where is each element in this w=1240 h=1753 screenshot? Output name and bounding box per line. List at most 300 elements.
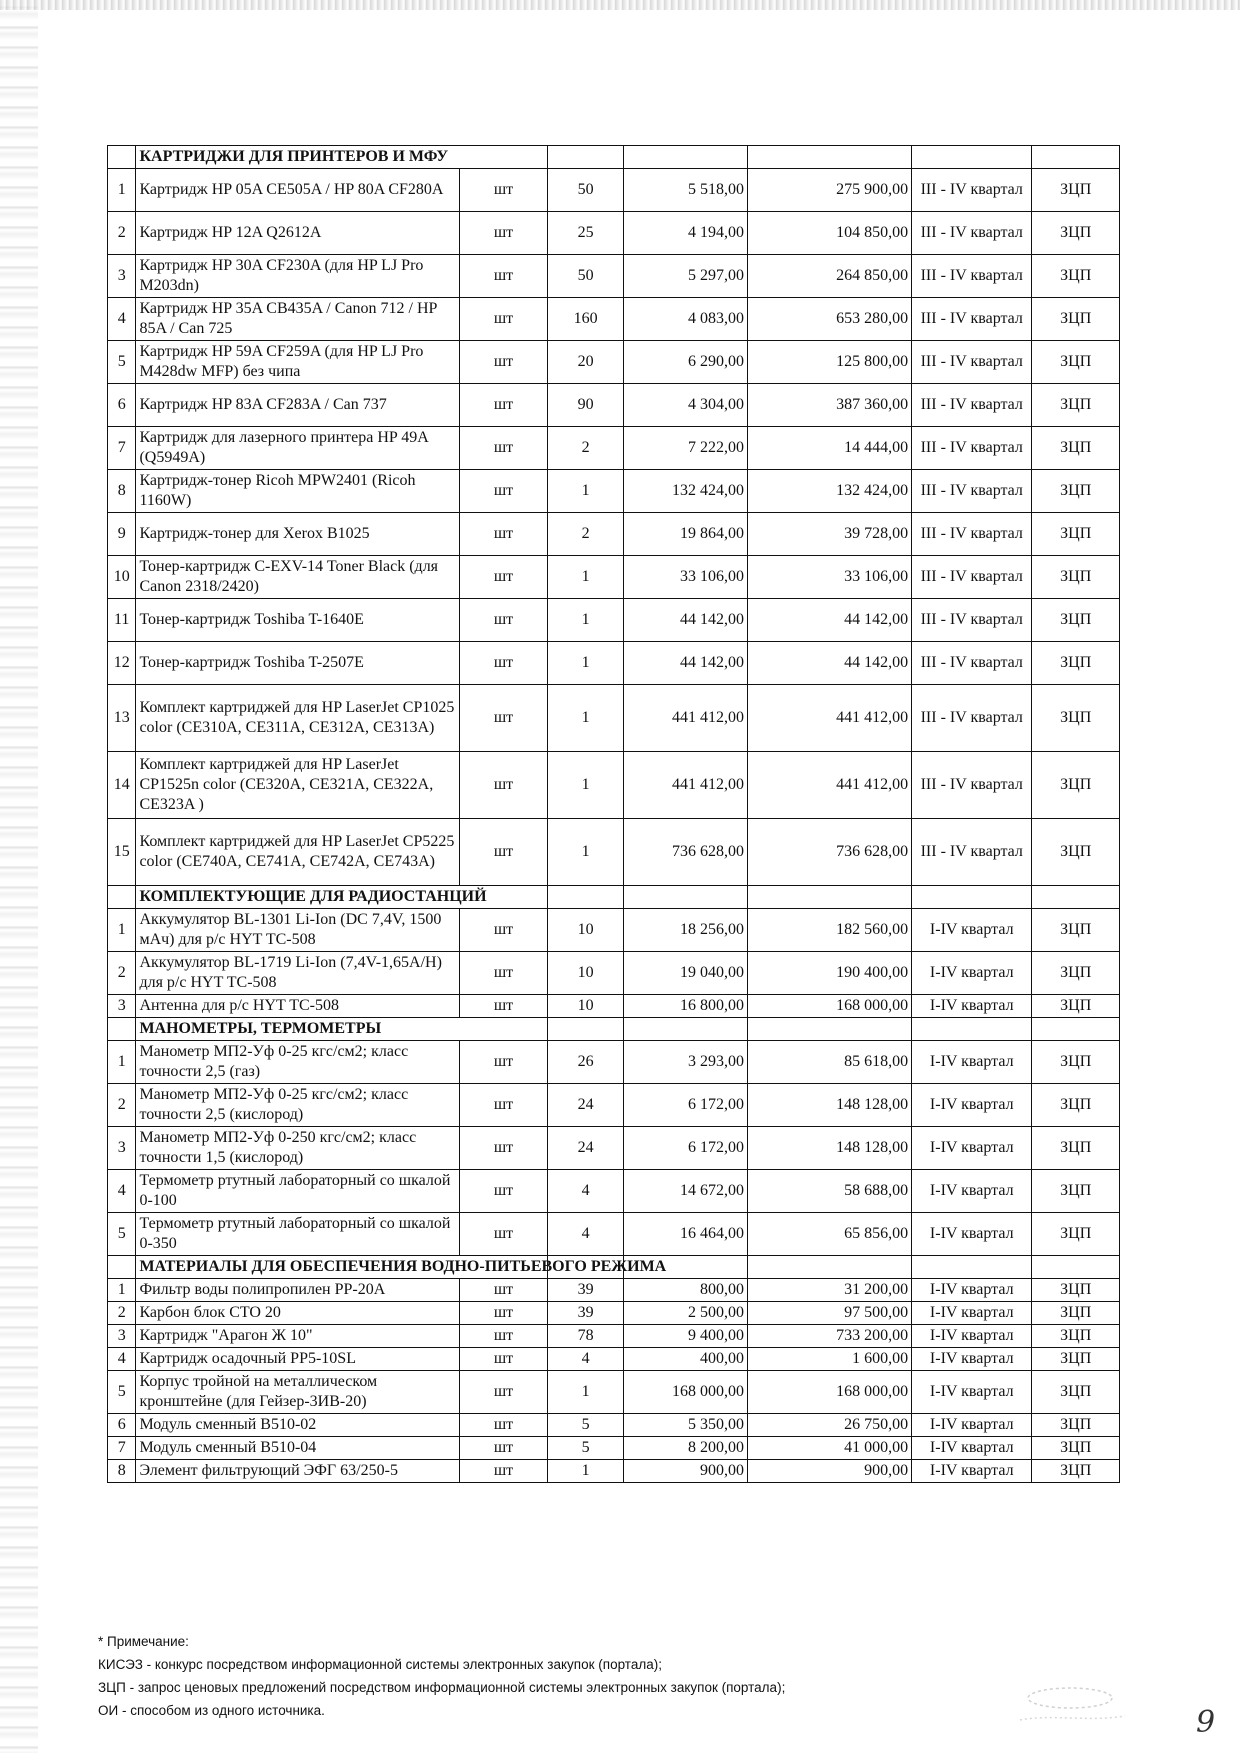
delivery-period: I-IV квартал <box>912 1302 1032 1325</box>
total-amount: 26 750,00 <box>747 1414 911 1437</box>
unit-price: 18 256,00 <box>624 909 748 952</box>
row-number: 1 <box>108 1041 136 1084</box>
row-number: 10 <box>108 556 136 599</box>
item-name: Манометр МП2-Уф 0-25 кгс/см2; класс точности 2,5 (газ) <box>136 1041 460 1084</box>
section-empty-cell <box>747 886 911 909</box>
procurement-method: ЗЦП <box>1032 255 1120 298</box>
section-empty-cell <box>108 146 136 169</box>
procurement-method: ЗЦП <box>1032 1041 1120 1084</box>
item-name: Карбон блок CTO 20 <box>136 1302 460 1325</box>
procurement-method: ЗЦП <box>1032 1302 1120 1325</box>
total-amount: 264 850,00 <box>747 255 911 298</box>
quantity: 39 <box>547 1279 624 1302</box>
total-amount: 125 800,00 <box>747 341 911 384</box>
item-name: Картридж HP 59A CF259A (для HP LJ Pro M428dw MFP) без чипа <box>136 341 460 384</box>
procurement-method: ЗЦП <box>1032 1348 1120 1371</box>
total-amount: 387 360,00 <box>747 384 911 427</box>
unit: шт <box>460 169 548 212</box>
unit: шт <box>460 1302 548 1325</box>
row-number: 1 <box>108 1279 136 1302</box>
table-row <box>108 1170 1120 1213</box>
procurement-method: ЗЦП <box>1032 169 1120 212</box>
unit: шт <box>460 212 548 255</box>
unit: шт <box>460 470 548 513</box>
row-number: 4 <box>108 1170 136 1213</box>
quantity: 10 <box>547 909 624 952</box>
delivery-period: I-IV квартал <box>912 1041 1032 1084</box>
unit-price: 16 800,00 <box>624 995 748 1018</box>
delivery-period: III - IV квартал <box>912 169 1032 212</box>
table-row <box>108 1348 1120 1371</box>
unit: шт <box>460 642 548 685</box>
procurement-method: ЗЦП <box>1032 599 1120 642</box>
unit-price: 2 500,00 <box>624 1302 748 1325</box>
unit: шт <box>460 599 548 642</box>
total-amount: 132 424,00 <box>747 470 911 513</box>
delivery-period: I-IV квартал <box>912 1371 1032 1414</box>
section-empty-cell <box>747 1256 911 1279</box>
unit: шт <box>460 909 548 952</box>
table-row <box>108 642 1120 685</box>
total-amount: 97 500,00 <box>747 1302 911 1325</box>
procurement-method: ЗЦП <box>1032 1437 1120 1460</box>
section-title: КОМПЛЕКТУЮЩИЕ ДЛЯ РАДИОСТАНЦИЙ <box>136 886 547 909</box>
note-line-zcp: ЗЦП - запрос ценовых предложений посредством информационной системы электронных закупок (портала); <box>98 1680 786 1695</box>
section-empty-cell <box>747 146 911 169</box>
row-number: 2 <box>108 1302 136 1325</box>
quantity: 1 <box>547 819 624 886</box>
total-amount: 148 128,00 <box>747 1084 911 1127</box>
unit: шт <box>460 513 548 556</box>
table-row <box>108 384 1120 427</box>
unit: шт <box>460 1127 548 1170</box>
unit-price: 441 412,00 <box>624 685 748 752</box>
procurement-method: ЗЦП <box>1032 341 1120 384</box>
item-name: Комплект картриджей для HP LaserJet CP5225 color (CE740A, CE741A, CE742A, CE743A) <box>136 819 460 886</box>
row-number: 2 <box>108 952 136 995</box>
item-name: Картридж HP 83A CF283A / Can 737 <box>136 384 460 427</box>
footnotes <box>98 1630 998 1722</box>
row-number: 5 <box>108 1371 136 1414</box>
row-number: 13 <box>108 685 136 752</box>
quantity: 24 <box>547 1084 624 1127</box>
item-name: Тонер-картридж C-EXV-14 Toner Black (для Canon 2318/2420) <box>136 556 460 599</box>
quantity: 4 <box>547 1213 624 1256</box>
total-amount: 168 000,00 <box>747 995 911 1018</box>
procurement-method: ЗЦП <box>1032 1127 1120 1170</box>
total-amount: 182 560,00 <box>747 909 911 952</box>
delivery-period: III - IV квартал <box>912 212 1032 255</box>
delivery-period: III - IV квартал <box>912 427 1032 470</box>
total-amount: 31 200,00 <box>747 1279 911 1302</box>
section-empty-cell <box>547 1018 624 1041</box>
procurement-method: ЗЦП <box>1032 1371 1120 1414</box>
quantity: 20 <box>547 341 624 384</box>
unit-price: 6 172,00 <box>624 1084 748 1127</box>
procurement-method: ЗЦП <box>1032 1213 1120 1256</box>
item-name: Манометр МП2-Уф 0-250 кгс/см2; класс точности 1,5 (кислород) <box>136 1127 460 1170</box>
delivery-period: I-IV квартал <box>912 1213 1032 1256</box>
item-name: Аккумулятор BL-1301 Li-Ion (DC 7,4V, 1500 мАч) для р/с HYT TC-508 <box>136 909 460 952</box>
delivery-period: I-IV квартал <box>912 1084 1032 1127</box>
unit: шт <box>460 255 548 298</box>
item-name: Фильтр воды полипропилен PP-20A <box>136 1279 460 1302</box>
quantity: 1 <box>547 1371 624 1414</box>
total-amount: 39 728,00 <box>747 513 911 556</box>
total-amount: 168 000,00 <box>747 1371 911 1414</box>
table-row <box>108 909 1120 952</box>
item-name: Элемент фильтрующий ЭФГ 63/250-5 <box>136 1460 460 1483</box>
unit-price: 44 142,00 <box>624 599 748 642</box>
section-empty-cell <box>912 146 1032 169</box>
item-name: Манометр МП2-Уф 0-25 кгс/см2; класс точности 2,5 (кислород) <box>136 1084 460 1127</box>
total-amount: 85 618,00 <box>747 1041 911 1084</box>
section-empty-cell <box>1032 886 1120 909</box>
row-number: 3 <box>108 995 136 1018</box>
item-name: Модуль сменный B510-04 <box>136 1437 460 1460</box>
procurement-method: ЗЦП <box>1032 1084 1120 1127</box>
quantity: 10 <box>547 995 624 1018</box>
quantity: 1 <box>547 642 624 685</box>
unit-price: 7 222,00 <box>624 427 748 470</box>
item-name: Корпус тройной на металлическом кронштейне (для Гейзер-3ИВ-20) <box>136 1371 460 1414</box>
total-amount: 733 200,00 <box>747 1325 911 1348</box>
section-empty-cell <box>624 1018 748 1041</box>
procurement-method: ЗЦП <box>1032 384 1120 427</box>
item-name: Термометр ртутный лабораторный со шкалой 0-350 <box>136 1213 460 1256</box>
row-number: 6 <box>108 1414 136 1437</box>
section-header-row <box>108 146 1120 169</box>
row-number: 7 <box>108 427 136 470</box>
item-name: Картридж для лазерного принтера HP 49A (Q5949A) <box>136 427 460 470</box>
section-header-row <box>108 1256 1120 1279</box>
table-row <box>108 1371 1120 1414</box>
section-title: МАНОМЕТРЫ, ТЕРМОМЕТРЫ <box>136 1018 547 1041</box>
total-amount: 44 142,00 <box>747 599 911 642</box>
section-empty-cell <box>912 886 1032 909</box>
total-amount: 104 850,00 <box>747 212 911 255</box>
item-name: Комплект картриджей для HP LaserJet CP1025 color (CE310A, CE311A, CE312A, CE313A) <box>136 685 460 752</box>
row-number: 1 <box>108 909 136 952</box>
unit: шт <box>460 1460 548 1483</box>
table-row <box>108 599 1120 642</box>
item-name: Антенна для р/с HYT TC-508 <box>136 995 460 1018</box>
unit: шт <box>460 1279 548 1302</box>
unit: шт <box>460 685 548 752</box>
item-name: Картридж HP 35A CB435A / Canon 712 / HP 85A / Can 725 <box>136 298 460 341</box>
quantity: 4 <box>547 1348 624 1371</box>
quantity: 26 <box>547 1041 624 1084</box>
delivery-period: I-IV квартал <box>912 1127 1032 1170</box>
unit-price: 4 083,00 <box>624 298 748 341</box>
item-name: Картридж "Арагон Ж 10" <box>136 1325 460 1348</box>
table-row <box>108 1414 1120 1437</box>
unit: шт <box>460 341 548 384</box>
section-header-row <box>108 1018 1120 1041</box>
table-row <box>108 1213 1120 1256</box>
item-name: Картридж-тонер для Xerox B1025 <box>136 513 460 556</box>
unit: шт <box>460 1041 548 1084</box>
delivery-period: I-IV квартал <box>912 952 1032 995</box>
quantity: 1 <box>547 1460 624 1483</box>
table-row <box>108 1302 1120 1325</box>
unit-price: 33 106,00 <box>624 556 748 599</box>
total-amount: 58 688,00 <box>747 1170 911 1213</box>
table-row <box>108 470 1120 513</box>
table-row <box>108 752 1120 819</box>
item-name: Картридж HP 30A CF230A (для HP LJ Pro M203dn) <box>136 255 460 298</box>
unit-price: 800,00 <box>624 1279 748 1302</box>
delivery-period: I-IV квартал <box>912 1279 1032 1302</box>
section-empty-cell <box>624 886 748 909</box>
quantity: 5 <box>547 1414 624 1437</box>
unit-price: 16 464,00 <box>624 1213 748 1256</box>
unit: шт <box>460 1213 548 1256</box>
row-number: 3 <box>108 1127 136 1170</box>
item-name: Тонер-картридж Toshiba T-2507E <box>136 642 460 685</box>
unit-price: 132 424,00 <box>624 470 748 513</box>
procurement-method: ЗЦП <box>1032 752 1120 819</box>
row-number: 14 <box>108 752 136 819</box>
unit: шт <box>460 1414 548 1437</box>
item-name: Термометр ртутный лабораторный со шкалой 0-100 <box>136 1170 460 1213</box>
delivery-period: III - IV квартал <box>912 384 1032 427</box>
faint-stamp-mark <box>1000 1670 1130 1730</box>
table-row <box>108 952 1120 995</box>
unit-price: 3 293,00 <box>624 1041 748 1084</box>
item-name: Комплект картриджей для HP LaserJet CP1525n color (CE320A, CE321A, CE322A, CE323A ) <box>136 752 460 819</box>
page-number: 9 <box>1196 1705 1216 1740</box>
section-empty-cell <box>108 1256 136 1279</box>
section-header-row <box>108 886 1120 909</box>
total-amount: 900,00 <box>747 1460 911 1483</box>
procurement-method: ЗЦП <box>1032 1325 1120 1348</box>
unit-price: 19 040,00 <box>624 952 748 995</box>
table-row <box>108 1325 1120 1348</box>
row-number: 5 <box>108 1213 136 1256</box>
unit: шт <box>460 952 548 995</box>
unit-price: 19 864,00 <box>624 513 748 556</box>
section-empty-cell <box>912 1256 1032 1279</box>
table-row <box>108 1041 1120 1084</box>
procurement-method: ЗЦП <box>1032 685 1120 752</box>
delivery-period: III - IV квартал <box>912 819 1032 886</box>
unit: шт <box>460 995 548 1018</box>
total-amount: 33 106,00 <box>747 556 911 599</box>
delivery-period: I-IV квартал <box>912 1437 1032 1460</box>
quantity: 90 <box>547 384 624 427</box>
row-number: 6 <box>108 384 136 427</box>
total-amount: 41 000,00 <box>747 1437 911 1460</box>
unit-price: 736 628,00 <box>624 819 748 886</box>
unit-price: 6 290,00 <box>624 341 748 384</box>
total-amount: 441 412,00 <box>747 752 911 819</box>
row-number: 9 <box>108 513 136 556</box>
delivery-period: I-IV квартал <box>912 1170 1032 1213</box>
unit-price: 5 350,00 <box>624 1414 748 1437</box>
section-empty-cell <box>547 146 624 169</box>
total-amount: 14 444,00 <box>747 427 911 470</box>
section-empty-cell <box>1032 146 1120 169</box>
unit-price: 14 672,00 <box>624 1170 748 1213</box>
section-empty-cell <box>912 1018 1032 1041</box>
quantity: 2 <box>547 513 624 556</box>
unit-price: 900,00 <box>624 1460 748 1483</box>
unit-price: 4 194,00 <box>624 212 748 255</box>
delivery-period: III - IV квартал <box>912 513 1032 556</box>
table-row <box>108 1437 1120 1460</box>
delivery-period: III - IV квартал <box>912 470 1032 513</box>
row-number: 2 <box>108 212 136 255</box>
procurement-method: ЗЦП <box>1032 909 1120 952</box>
procurement-method: ЗЦП <box>1032 1460 1120 1483</box>
procurement-method: ЗЦП <box>1032 513 1120 556</box>
row-number: 8 <box>108 1460 136 1483</box>
quantity: 50 <box>547 169 624 212</box>
unit: шт <box>460 1325 548 1348</box>
unit: шт <box>460 1437 548 1460</box>
item-name: Модуль сменный B510-02 <box>136 1414 460 1437</box>
item-name: Картридж осадочный PP5-10SL <box>136 1348 460 1371</box>
section-empty-cell <box>547 886 624 909</box>
total-amount: 190 400,00 <box>747 952 911 995</box>
procurement-method: ЗЦП <box>1032 1414 1120 1437</box>
item-name: Картридж HP 12A Q2612A <box>136 212 460 255</box>
item-name: Аккумулятор BL-1719 Li-Ion (7,4V-1,65A/H) для р/с HYT TC-508 <box>136 952 460 995</box>
procurement-method: ЗЦП <box>1032 642 1120 685</box>
delivery-period: I-IV квартал <box>912 1325 1032 1348</box>
unit-price: 44 142,00 <box>624 642 748 685</box>
table-row <box>108 1127 1120 1170</box>
row-number: 1 <box>108 169 136 212</box>
row-number: 3 <box>108 1325 136 1348</box>
quantity: 1 <box>547 752 624 819</box>
unit: шт <box>460 819 548 886</box>
unit-price: 4 304,00 <box>624 384 748 427</box>
section-empty-cell <box>1032 1256 1120 1279</box>
quantity: 1 <box>547 599 624 642</box>
delivery-period: III - IV квартал <box>912 685 1032 752</box>
unit-price: 6 172,00 <box>624 1127 748 1170</box>
section-title: МАТЕРИАЛЫ ДЛЯ ОБЕСПЕЧЕНИЯ ВОДНО-ПИТЬЕВОГО РЕЖИМА <box>136 1256 547 1279</box>
procurement-method: ЗЦП <box>1032 427 1120 470</box>
procurement-method: ЗЦП <box>1032 212 1120 255</box>
table-row <box>108 255 1120 298</box>
table-row <box>108 556 1120 599</box>
row-number: 4 <box>108 298 136 341</box>
table-row <box>108 1084 1120 1127</box>
procurement-method: ЗЦП <box>1032 470 1120 513</box>
delivery-period: III - IV квартал <box>912 752 1032 819</box>
quantity: 5 <box>547 1437 624 1460</box>
delivery-period: I-IV квартал <box>912 995 1032 1018</box>
delivery-period: III - IV квартал <box>912 341 1032 384</box>
quantity: 4 <box>547 1170 624 1213</box>
scan-edge-top <box>0 0 1240 10</box>
procurement-method: ЗЦП <box>1032 1170 1120 1213</box>
row-number: 3 <box>108 255 136 298</box>
procurement-method: ЗЦП <box>1032 952 1120 995</box>
delivery-period: III - IV квартал <box>912 599 1032 642</box>
total-amount: 441 412,00 <box>747 685 911 752</box>
row-number: 2 <box>108 1084 136 1127</box>
unit-price: 168 000,00 <box>624 1371 748 1414</box>
section-empty-cell <box>624 146 748 169</box>
delivery-period: III - IV квартал <box>912 298 1032 341</box>
total-amount: 65 856,00 <box>747 1213 911 1256</box>
quantity: 78 <box>547 1325 624 1348</box>
item-name: Тонер-картридж Toshiba T-1640E <box>136 599 460 642</box>
unit-price: 5 297,00 <box>624 255 748 298</box>
table-body <box>108 146 1120 1483</box>
quantity: 2 <box>547 427 624 470</box>
note-line-oi: ОИ - способом из одного источника. <box>98 1703 325 1718</box>
total-amount: 44 142,00 <box>747 642 911 685</box>
note-title: * Примечание: <box>98 1634 189 1649</box>
quantity: 1 <box>547 685 624 752</box>
procurement-method: ЗЦП <box>1032 1279 1120 1302</box>
quantity: 39 <box>547 1302 624 1325</box>
table-row <box>108 685 1120 752</box>
item-name: Картридж HP 05A CE505A / HP 80A CF280A <box>136 169 460 212</box>
delivery-period: I-IV квартал <box>912 1460 1032 1483</box>
quantity: 1 <box>547 556 624 599</box>
delivery-period: III - IV квартал <box>912 556 1032 599</box>
table-row <box>108 1460 1120 1483</box>
total-amount: 275 900,00 <box>747 169 911 212</box>
row-number: 7 <box>108 1437 136 1460</box>
procurement-method: ЗЦП <box>1032 556 1120 599</box>
table-row <box>108 1279 1120 1302</box>
item-name: Картридж-тонер Ricoh MPW2401 (Ricoh 1160W) <box>136 470 460 513</box>
section-empty-cell <box>747 1018 911 1041</box>
quantity: 160 <box>547 298 624 341</box>
quantity: 10 <box>547 952 624 995</box>
section-empty-cell <box>108 1018 136 1041</box>
procurement-method: ЗЦП <box>1032 819 1120 886</box>
scan-edge-left <box>0 0 38 1753</box>
unit-price: 400,00 <box>624 1348 748 1371</box>
procurement-method: ЗЦП <box>1032 995 1120 1018</box>
total-amount: 1 600,00 <box>747 1348 911 1371</box>
table-row <box>108 298 1120 341</box>
section-empty-cell <box>108 886 136 909</box>
delivery-period: I-IV квартал <box>912 909 1032 952</box>
delivery-period: III - IV квартал <box>912 642 1032 685</box>
row-number: 4 <box>108 1348 136 1371</box>
quantity: 25 <box>547 212 624 255</box>
quantity: 50 <box>547 255 624 298</box>
unit: шт <box>460 1084 548 1127</box>
unit: шт <box>460 1371 548 1414</box>
table-row <box>108 212 1120 255</box>
unit-price: 9 400,00 <box>624 1325 748 1348</box>
quantity: 24 <box>547 1127 624 1170</box>
total-amount: 148 128,00 <box>747 1127 911 1170</box>
unit: шт <box>460 752 548 819</box>
table-row <box>108 513 1120 556</box>
section-title: КАРТРИДЖИ ДЛЯ ПРИНТЕРОВ И МФУ <box>136 146 547 169</box>
unit: шт <box>460 384 548 427</box>
table-row <box>108 169 1120 212</box>
unit-price: 441 412,00 <box>624 752 748 819</box>
procurement-table <box>107 145 1120 1483</box>
row-number: 15 <box>108 819 136 886</box>
row-number: 12 <box>108 642 136 685</box>
unit: шт <box>460 556 548 599</box>
table-row <box>108 427 1120 470</box>
total-amount: 653 280,00 <box>747 298 911 341</box>
